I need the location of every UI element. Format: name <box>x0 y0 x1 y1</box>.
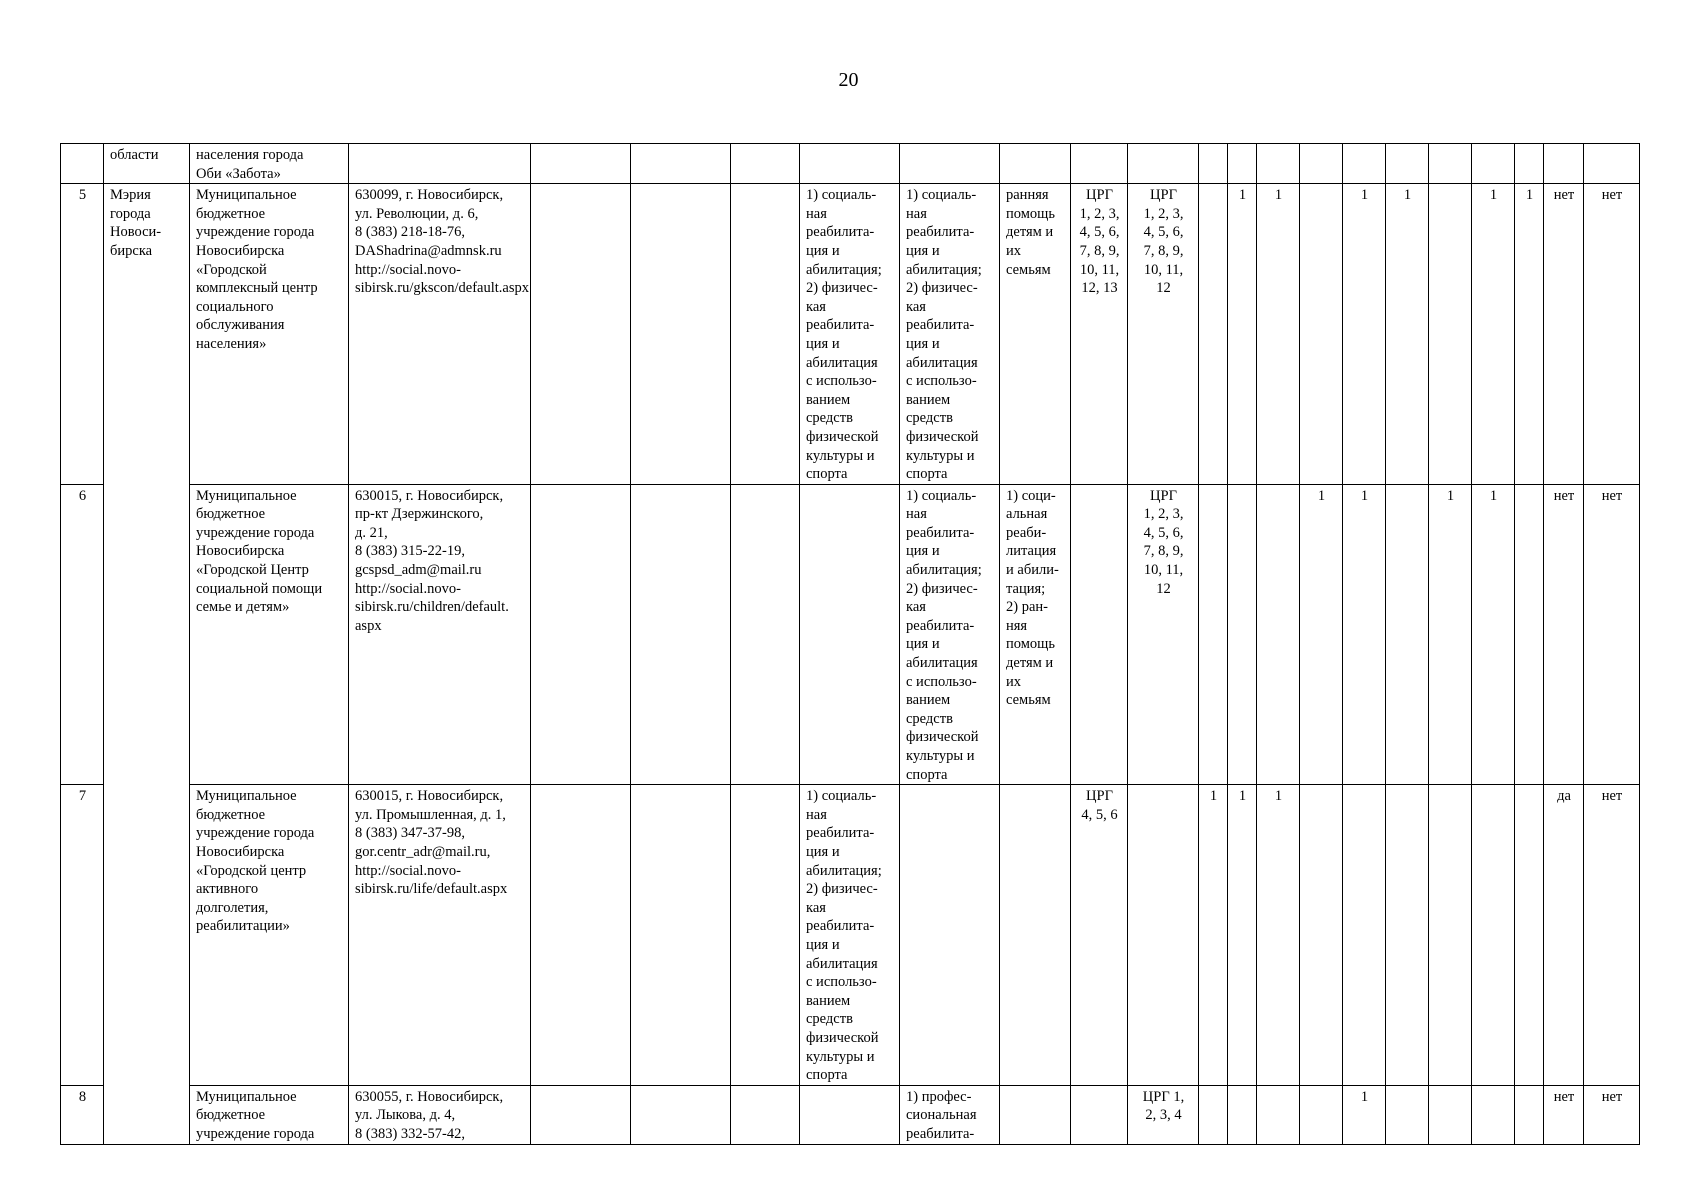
flag-cell <box>1429 184 1472 485</box>
institution-contacts: 630055, г. Новосибирск, ул. Лыкова, д. 4, 8 (383) 332-57-42, <box>349 1085 531 1144</box>
flag-cell: 1 <box>1515 184 1544 485</box>
row-number: 5 <box>61 184 104 485</box>
yes-no-cell: нет <box>1544 484 1584 785</box>
flag-cell <box>1386 144 1429 184</box>
services-col10 <box>1000 1085 1071 1144</box>
row-number: 7 <box>61 785 104 1086</box>
institutions-table <box>60 143 1640 1145</box>
services-col8 <box>800 1085 900 1144</box>
services-col8: 1) социаль- ная реабилита- ция и абилитация; 2) физичес- кая реабилита- ция и абилитация с использо- ванием средств физической культуры и спорта <box>800 184 900 485</box>
row-number <box>61 144 104 184</box>
flag-cell: 1 <box>1343 484 1386 785</box>
yes-no-cell: нет <box>1584 1085 1640 1144</box>
flag-cell: 1 <box>1257 184 1300 485</box>
target-groups-col11: ЦРГ 1, 2, 3, 4, 5, 6, 7, 8, 9, 10, 11, 12, 13 <box>1071 184 1128 485</box>
institution-contacts: 630015, г. Новосибирск, пр-кт Дзержинского, д. 21, 8 (383) 315-22-19, gcspsd_adm@mail.ru http://social.novo- sibirsk.ru/children/default. aspx <box>349 484 531 785</box>
cell-col7 <box>731 785 800 1086</box>
yes-no-cell <box>1544 144 1584 184</box>
target-groups-col12: ЦРГ 1, 2, 3, 4, 5, 6, 7, 8, 9, 10, 11, 12 <box>1128 184 1199 485</box>
flag-cell <box>1199 144 1228 184</box>
services-col10 <box>1000 785 1071 1086</box>
flag-cell <box>1257 144 1300 184</box>
services-col9: 1) социаль- ная реабилита- ция и абилитация; 2) физичес- кая реабилита- ция и абилитация с использо- ванием средств физической культуры и спорта <box>900 184 1000 485</box>
services-col8: 1) социаль- ная реабилита- ция и абилитация; 2) физичес- кая реабилита- ция и абилитация с использо- ванием средств физической культуры и спорта <box>800 785 900 1086</box>
cell-col7 <box>731 184 800 485</box>
flag-cell <box>1343 785 1386 1086</box>
flag-cell: 1 <box>1228 184 1257 485</box>
flag-cell <box>1300 1085 1343 1144</box>
table-row <box>61 144 1640 184</box>
cell-col6 <box>631 1085 731 1144</box>
cell-col7 <box>731 484 800 785</box>
cell-col6 <box>631 484 731 785</box>
cell-col5 <box>531 184 631 485</box>
target-groups-col12 <box>1128 144 1199 184</box>
flag-cell <box>1199 184 1228 485</box>
flag-cell <box>1515 785 1544 1086</box>
services-col9: 1) социаль- ная реабилита- ция и абилитация; 2) физичес- кая реабилита- ция и абилитация с использо- ванием средств физической культуры и спорта <box>900 484 1000 785</box>
flag-cell: 1 <box>1300 484 1343 785</box>
institution-contacts: 630099, г. Новосибирск, ул. Революции, д. 6, 8 (383) 218-18-76, DAShadrina@admnsk.ru http://social.novo- sibirsk.ru/gkscon/default.aspx <box>349 184 531 485</box>
institution-name: населения города Оби «Забота» <box>190 144 349 184</box>
flag-cell <box>1515 1085 1544 1144</box>
cell-col6 <box>631 184 731 485</box>
cell-col5 <box>531 484 631 785</box>
page-number: 20 <box>838 69 859 91</box>
flag-cell: 1 <box>1257 785 1300 1086</box>
flag-cell <box>1472 1085 1515 1144</box>
yes-no-cell: нет <box>1544 184 1584 485</box>
yes-no-cell: нет <box>1584 184 1640 485</box>
cell-col5 <box>531 1085 631 1144</box>
flag-cell <box>1228 144 1257 184</box>
institution-name: Муниципальное бюджетное учреждение города Новосибирска «Городской Центр социальной помощи семье и детям» <box>190 484 349 785</box>
flag-cell <box>1386 484 1429 785</box>
cell-col6 <box>631 785 731 1086</box>
flag-cell <box>1300 785 1343 1086</box>
cell-col5 <box>531 785 631 1086</box>
flag-cell <box>1429 144 1472 184</box>
institution-contacts: 630015, г. Новосибирск, ул. Промышленная, д. 1, 8 (383) 347-37-98, gor.centr_adr@mail.ru, http://social.novo- sibirsk.ru/life/default.aspx <box>349 785 531 1086</box>
target-groups-col12: ЦРГ 1, 2, 3, 4, 5, 6, 7, 8, 9, 10, 11, 12 <box>1128 484 1199 785</box>
flag-cell: 1 <box>1472 184 1515 485</box>
services-col8 <box>800 144 900 184</box>
flag-cell: 1 <box>1199 785 1228 1086</box>
flag-cell: 1 <box>1386 184 1429 485</box>
target-groups-col11 <box>1071 484 1128 785</box>
target-groups-col11 <box>1071 1085 1128 1144</box>
table-row <box>61 484 1640 785</box>
institution-name: Муниципальное бюджетное учреждение города <box>190 1085 349 1144</box>
flag-cell <box>1343 144 1386 184</box>
flag-cell: 1 <box>1343 184 1386 485</box>
services-col10: ранняя помощь детям и их семьям <box>1000 184 1071 485</box>
table-row <box>61 785 1640 1086</box>
flag-cell <box>1228 1085 1257 1144</box>
services-col10 <box>1000 144 1071 184</box>
flag-cell <box>1257 484 1300 785</box>
flag-cell: 1 <box>1472 484 1515 785</box>
institution-contacts <box>349 144 531 184</box>
flag-cell: 1 <box>1429 484 1472 785</box>
target-groups-col12: ЦРГ 1, 2, 3, 4 <box>1128 1085 1199 1144</box>
flag-cell <box>1300 144 1343 184</box>
flag-cell <box>1199 1085 1228 1144</box>
flag-cell <box>1515 484 1544 785</box>
flag-cell: 1 <box>1228 785 1257 1086</box>
services-col8 <box>800 484 900 785</box>
institution-name: Муниципальное бюджетное учреждение города Новосибирска «Городской комплексный центр социального обслуживания населения» <box>190 184 349 485</box>
services-col10: 1) соци- альная реаби- литация и абили- тация; 2) ран- няя помощь детям и их семьям <box>1000 484 1071 785</box>
table-row <box>61 1085 1640 1144</box>
flag-cell <box>1472 785 1515 1086</box>
yes-no-cell <box>1584 144 1640 184</box>
cell-col5 <box>531 144 631 184</box>
flag-cell <box>1386 785 1429 1086</box>
target-groups-col11 <box>1071 144 1128 184</box>
flag-cell: 1 <box>1343 1085 1386 1144</box>
services-col9: 1) профес- сиональная реабилита- <box>900 1085 1000 1144</box>
flag-cell <box>1429 1085 1472 1144</box>
flag-cell <box>1228 484 1257 785</box>
yes-no-cell: нет <box>1584 484 1640 785</box>
cell-col7 <box>731 144 800 184</box>
governing-body: Мэрия города Новоси- бирска <box>104 184 190 1145</box>
flag-cell <box>1257 1085 1300 1144</box>
institution-name: Муниципальное бюджетное учреждение города Новосибирска «Городской центр активного долголетия, реабилитации» <box>190 785 349 1086</box>
services-col9 <box>900 144 1000 184</box>
flag-cell <box>1515 144 1544 184</box>
yes-no-cell: да <box>1544 785 1584 1086</box>
target-groups-col11: ЦРГ 4, 5, 6 <box>1071 785 1128 1086</box>
yes-no-cell: нет <box>1584 785 1640 1086</box>
table-row <box>61 184 1640 485</box>
cell-col7 <box>731 1085 800 1144</box>
target-groups-col12 <box>1128 785 1199 1086</box>
cell-col6 <box>631 144 731 184</box>
governing-body: области <box>104 144 190 184</box>
row-number: 6 <box>61 484 104 785</box>
flag-cell <box>1300 184 1343 485</box>
flag-cell <box>1386 1085 1429 1144</box>
row-number: 8 <box>61 1085 104 1144</box>
flag-cell <box>1472 144 1515 184</box>
services-col9 <box>900 785 1000 1086</box>
yes-no-cell: нет <box>1544 1085 1584 1144</box>
flag-cell <box>1199 484 1228 785</box>
flag-cell <box>1429 785 1472 1086</box>
